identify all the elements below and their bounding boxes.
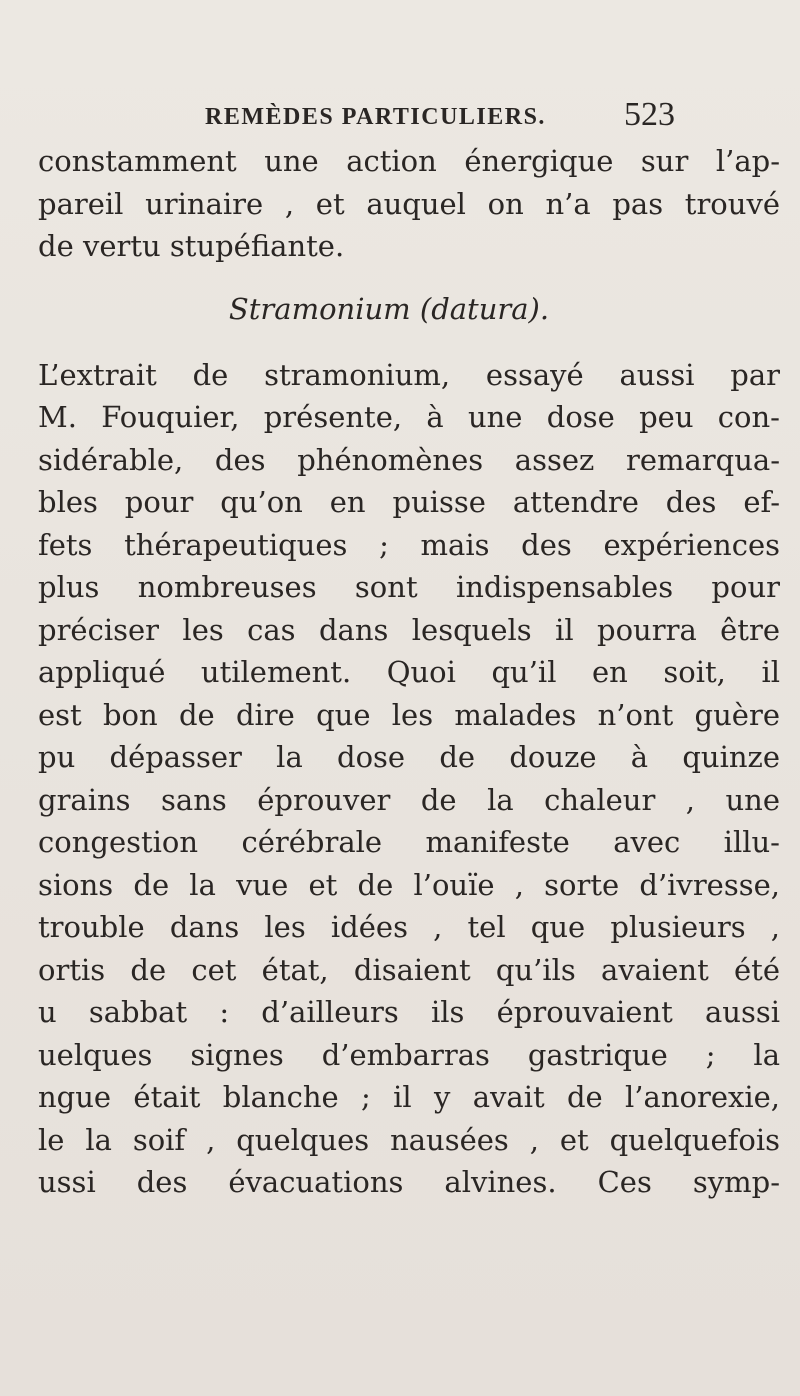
text-line: constamment une action énergique sur l’ap-: [38, 144, 780, 178]
text-line: le la soif , quelques nausées , et quelquefois: [38, 1122, 780, 1157]
text-line: ortis de cet état, disaient qu’ils avaient été: [38, 952, 780, 987]
text-line: pu dépasser la dose de douze à quinze: [38, 740, 780, 774]
text-line: appliqué utilement. Quoi qu’il en soit, il: [38, 655, 780, 689]
text-line: bles pour qu’on en puisse attendre des ef-: [38, 485, 780, 519]
section-heading: Stramonium (datura).: [228, 291, 550, 326]
text-line: trouble dans les idées , tel que plusieurs ,: [38, 910, 780, 944]
running-head: [205, 96, 675, 140]
text-line: uelques signes d’embarras gastrique ; la: [38, 1037, 780, 1072]
body-text: [38, 140, 780, 1204]
text-line: congestion cérébrale manifeste avec illu-: [38, 825, 780, 859]
text-line: L’extrait de stramonium, essayé aussi par: [38, 357, 780, 392]
text-line: M. Fouquier, présente, à une dose peu con-: [38, 400, 780, 434]
text-line: fets thérapeutiques ; mais des expériences: [38, 527, 780, 562]
text-line: grains sans éprouver de la chaleur , une: [38, 782, 780, 817]
text-line: est bon de dire que les malades n’ont guère: [38, 697, 780, 732]
text-line: plus nombreuses sont indispensables pour: [38, 570, 780, 604]
running-title: REMÈDES PARTICULIERS.: [205, 104, 546, 130]
text-line: sidérable, des phénomènes assez remarqua-: [38, 442, 780, 477]
text-line: sions de la vue et de l’ouïe , sorte d’ivresse,: [38, 867, 780, 902]
text-line: ussi des évacuations alvines. Ces symp-: [38, 1165, 780, 1199]
text-line: de vertu stupéfiante.: [38, 229, 345, 263]
text-line: pareil urinaire , et auquel on n’a pas trouvé: [38, 186, 780, 221]
text-line: ngue était blanche ; il y avait de l’anorexie,: [38, 1080, 780, 1114]
page-number: 523: [624, 96, 675, 133]
text-line: préciser les cas dans lesquels il pourra être: [38, 612, 780, 647]
text-line: u sabbat : d’ailleurs ils éprouvaient aussi: [38, 995, 780, 1029]
